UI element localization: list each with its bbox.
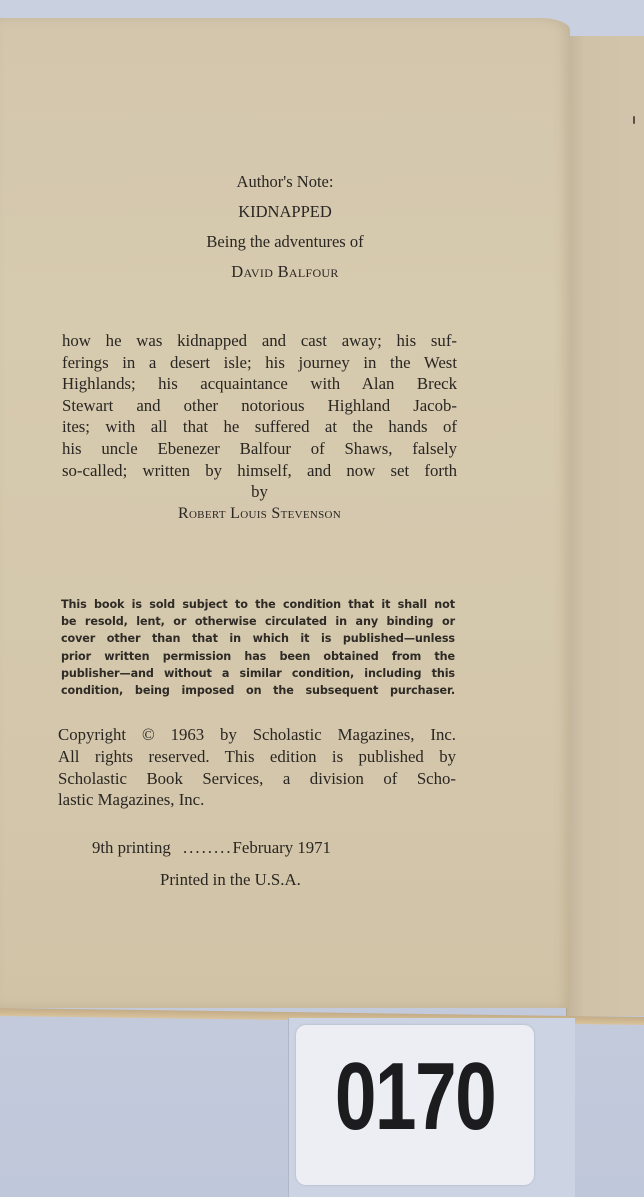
page-mark [633, 116, 635, 124]
printing-date: February 1971 [232, 838, 331, 857]
description-line: Highlands; his acquaintance with Alan Breck [62, 374, 457, 394]
copyright-line: Scholastic Book Services, a division of Scho- [58, 768, 456, 788]
notice-line: be resold, lent, or otherwise circulated in any binding or [61, 615, 455, 629]
notice-line: prior written permission has been obtained from the [61, 649, 455, 663]
copyright-line: lastic Magazines, Inc. [58, 790, 205, 810]
copyright-line: All rights reserved. This edition is published by [58, 746, 456, 766]
resale-notice [61, 596, 455, 699]
description-line: ites; with all that he suffered at the hands of [62, 417, 457, 437]
notice-line: condition, being imposed on the subsequent purchaser. [61, 684, 455, 698]
printing-line [92, 838, 331, 858]
description-line: Stewart and other notorious Highland Jacob- [62, 395, 457, 415]
adjacent-page [566, 36, 644, 1016]
notice-line: publisher—and without a similar condition, including this [61, 666, 455, 680]
description-line: so-called; written by himself, and now set forth [62, 460, 457, 480]
copyright-block [58, 724, 456, 811]
description-line: how he was kidnapped and cast away; his suf- [62, 331, 457, 350]
description-line: ferings in a desert isle; his journey in the West [62, 352, 457, 372]
printed-in: Printed in the U.S.A. [160, 870, 301, 889]
notice-line: This book is sold subject to the condition that it shall not [61, 598, 455, 611]
description-paragraph [62, 330, 457, 524]
inventory-number: 0170 [334, 1043, 496, 1150]
book-title: KIDNAPPED [238, 202, 332, 221]
book-subtitle: Being the adventures of [206, 232, 364, 251]
hero-name: David Balfour [231, 262, 339, 281]
description-line: his uncle Ebenezer Balfour of Shaws, falsely [62, 438, 457, 458]
copyright-line: Copyright © 1963 by Scholastic Magazines, Inc. [58, 725, 456, 744]
inventory-label [296, 1025, 534, 1185]
printing-edition: 9th printing [92, 838, 171, 857]
printing-dots: ........ [182, 838, 233, 857]
by-line: by [251, 482, 268, 502]
notice-line: cover other than that in which it is published—unless [61, 632, 455, 646]
author-name: Robert Louis Stevenson [177, 504, 342, 522]
authors-note-heading: Author's Note: [236, 172, 334, 191]
